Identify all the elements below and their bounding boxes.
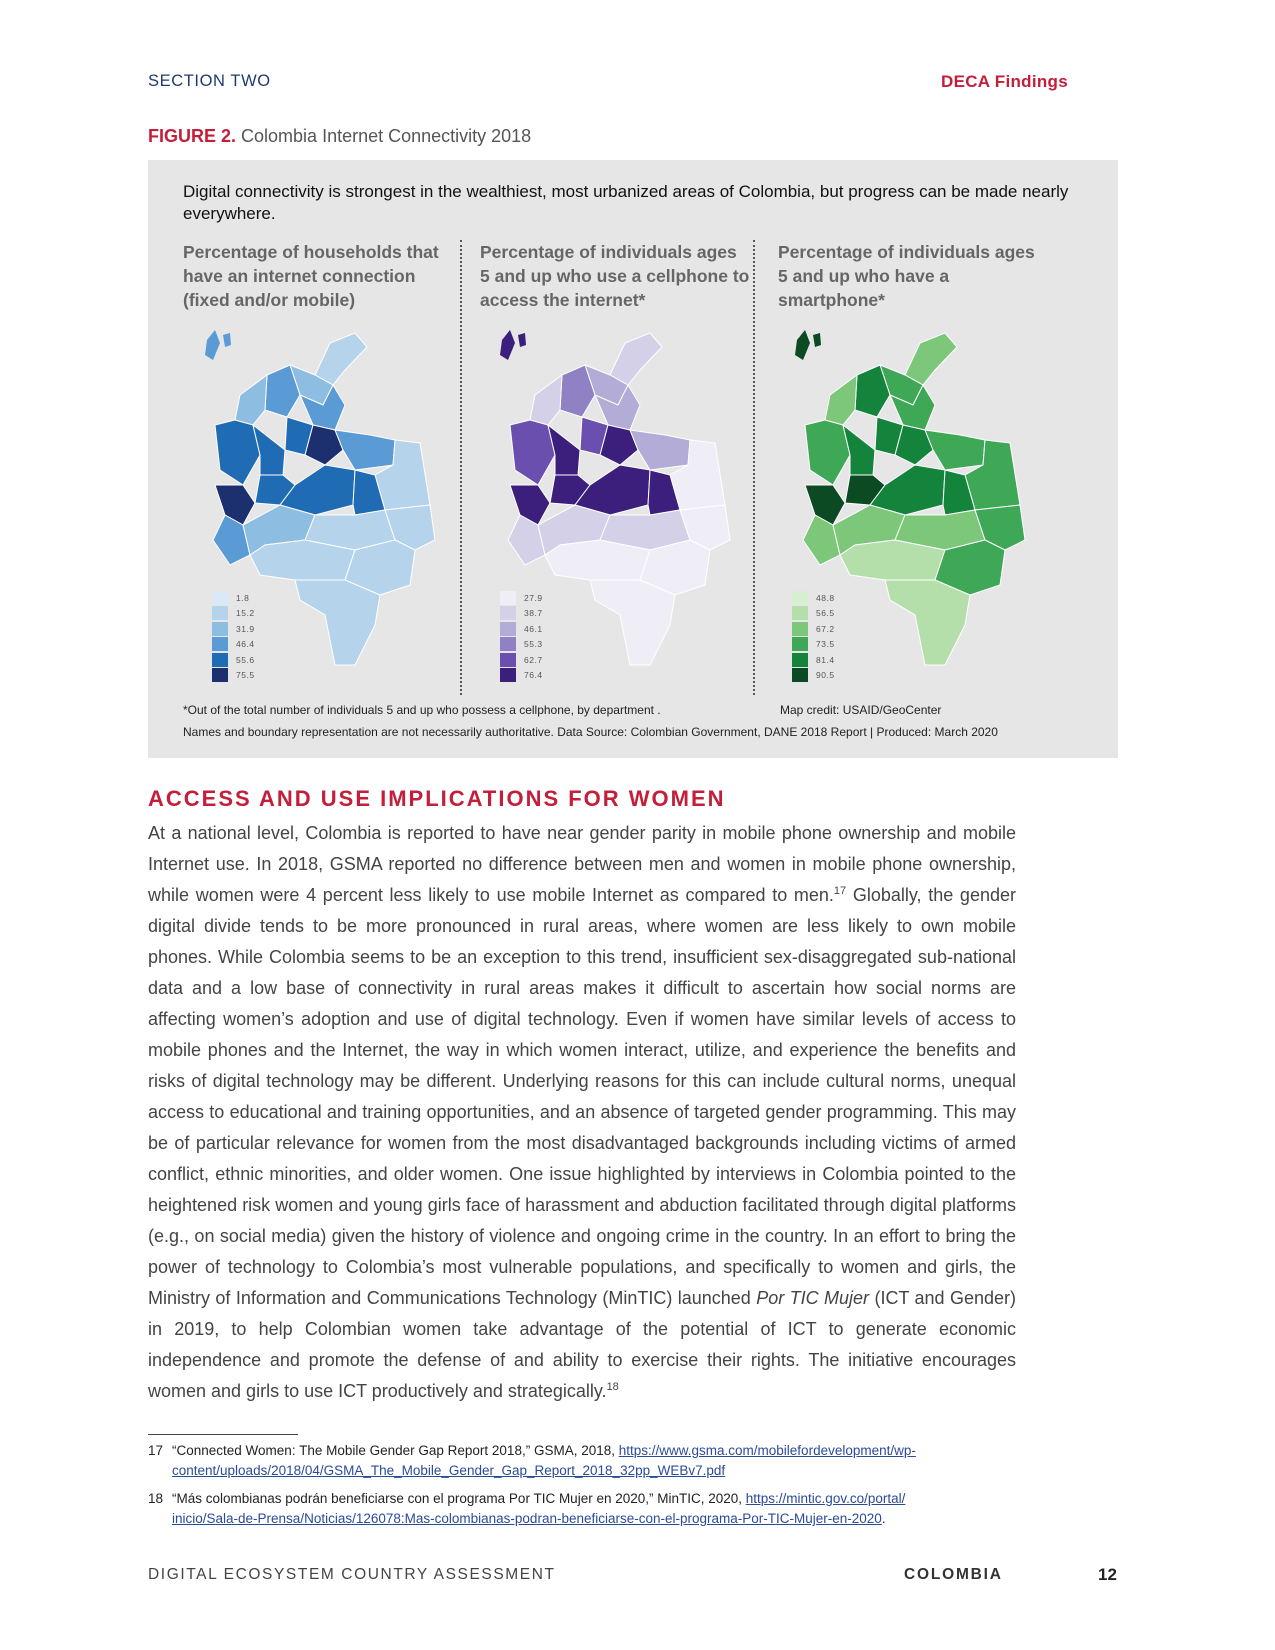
legend-value: 48.8: [816, 592, 835, 603]
legend-row: [212, 668, 255, 684]
footnote-text: “Más colombianas podrán beneficiarse con el programa Por TIC Mujer en 2020,” MinTIC, 2020,: [172, 1491, 746, 1506]
legend-row: [212, 621, 255, 637]
san-andres-island: [205, 330, 220, 360]
legend-row: [500, 606, 543, 622]
department-region: [610, 333, 662, 385]
legend-swatch: [500, 622, 516, 636]
legend-row: [212, 606, 255, 622]
department-region: [905, 333, 957, 385]
figure-label: FIGURE 2.: [148, 126, 237, 146]
legend-row: [792, 606, 835, 622]
map-legend-households: [212, 590, 255, 683]
footer-country: COLOMBIA: [904, 1566, 1003, 1583]
legend-value: 55.3: [524, 639, 543, 650]
body-text-part: At a national level, Colombia is reported to have near gender parity in mobile phone ownership and mobile Internet use. In 2018, GSMA reported no difference between men and women in mobile phone ownership, while women were 4 percent less likely to use mobile Internet as compared to men.: [148, 823, 1016, 905]
department-region: [590, 580, 675, 665]
department-region: [870, 465, 945, 515]
department-region: [825, 375, 857, 425]
figure-title: [148, 126, 531, 147]
legend-swatch: [212, 606, 228, 620]
legend-value: 46.4: [236, 639, 255, 650]
legend-value: 90.5: [816, 670, 835, 681]
legend-row: [792, 637, 835, 653]
legend-row: [792, 668, 835, 684]
legend-value: 73.5: [816, 639, 835, 650]
department-region: [335, 430, 395, 470]
san-andres-island: [500, 330, 515, 360]
legend-row: [500, 590, 543, 606]
legend-value: 55.6: [236, 654, 255, 665]
legend-value: 81.4: [816, 654, 835, 665]
chapter-label: DECA Findings: [941, 72, 1068, 91]
legend-swatch: [212, 637, 228, 651]
legend-value: 75.5: [236, 670, 255, 681]
legend-swatch: [500, 668, 516, 682]
footnote-link[interactable]: https://mintic.gov.co/portal/: [745, 1491, 906, 1506]
legend-swatch: [212, 622, 228, 636]
san-andres-island: [813, 333, 821, 347]
department-region: [630, 430, 690, 470]
body-text-part: Globally, the gender digital divide tends to be more pronounced in rural areas, where women are less likely to own mobile phones. While Colombia seems to be an exception to this trend, insufficient sex-disaggregated sub-national data and a low base of connectivity in rural areas makes it difficult to ascertain how social norms are affecting women’s adoption and use of digital technology. Even if women have similar levels of access to mobile phones and the Internet, the way in which women interact, utilize, and experience the benefits and risks of digital technology may be different. Underlying reasons for this can include cultural norms, unequal access to educational and training opportunities, and an absence of targeted gender programming. This may be of particular relevance for women from the most disadvantaged backgrounds including victims of armed conflict, ethnic minorities, and older women. One issue highlighted by interviews in Colombia pointed to the heightened risk women and young girls face of harassment and abduction facilitated through digital platforms (e.g., on social media) given the history of violence and ongoing crime in the country. In an effort to bring the power of technology to Colombia’s most vulnerable populations, and specifically to women and girls, the Ministry of Information and Communications Technology (MinTIC) launched: [148, 885, 1016, 1308]
footer-publication: DIGITAL ECOSYSTEM COUNTRY ASSESSMENT: [148, 1566, 556, 1583]
department-region: [215, 485, 255, 525]
footnote-link[interactable]: inicio/Sala-de-Prensa/Noticias/126078:Mas-colombianas-podran-beneficiarse-con-el-programa-Por-TIC-Mujer-en-2020: [172, 1511, 882, 1526]
figure-title-text: Colombia Internet Connectivity 2018: [241, 126, 532, 146]
legend-row: [792, 590, 835, 606]
footnote-number: 18: [148, 1491, 164, 1506]
department-region: [805, 420, 850, 485]
legend-row: [500, 652, 543, 668]
legend-swatch: [500, 653, 516, 667]
legend-value: 46.1: [524, 623, 543, 634]
footnote-text: “Connected Women: The Mobile Gender Gap Report 2018,” GSMA, 2018,: [172, 1443, 619, 1458]
map-legend-smartphone: [792, 590, 835, 683]
legend-row: [212, 637, 255, 653]
legend-row: [792, 621, 835, 637]
legend-swatch: [500, 606, 516, 620]
legend-row: [500, 668, 543, 684]
department-region: [235, 375, 267, 425]
legend-swatch: [792, 606, 808, 620]
footnote-end: .: [881, 1511, 886, 1526]
legend-value: 1.8: [236, 592, 250, 603]
legend-swatch: [212, 653, 228, 667]
legend-row: [792, 652, 835, 668]
legend-value: 56.5: [816, 608, 835, 619]
figure-intro: Digital connectivity is strongest in the wealthiest, most urbanized areas of Colombia, but progress can be made nearly everywhere.: [183, 182, 1069, 223]
department-region: [280, 465, 355, 515]
legend-swatch: [500, 591, 516, 605]
legend-row: [212, 590, 255, 606]
department-region: [805, 485, 845, 525]
legend-swatch: [212, 668, 228, 682]
department-region: [925, 430, 985, 470]
legend-swatch: [792, 622, 808, 636]
legend-value: 62.7: [524, 654, 543, 665]
legend-swatch: [792, 637, 808, 651]
legend-swatch: [500, 637, 516, 651]
legend-swatch: [792, 668, 808, 682]
legend-swatch: [792, 591, 808, 605]
body-text-part: (ICT and Gender) in 2019, to help Colombian women take advantage of the potential of ICT to generate economic independence and promote the defense of and ability to exercise their rights. The initiative encourages women and girls to use ICT productively and strategically.: [148, 1288, 1017, 1401]
department-region: [510, 420, 555, 485]
section-label: SECTION TWO: [148, 72, 271, 90]
department-region: [215, 420, 260, 485]
department-region: [295, 580, 380, 665]
footnote-17: [148, 1441, 1028, 1481]
legend-value: 15.2: [236, 608, 255, 619]
department-region: [530, 375, 562, 425]
section-heading: ACCESS AND USE IMPLICATIONS FOR WOMEN: [148, 786, 726, 811]
legend-row: [500, 621, 543, 637]
department-region: [510, 485, 550, 525]
map-heading-smartphone: Percentage of individuals ages 5 and up who have a smartphone*: [778, 242, 1035, 310]
map-heading-households: Percentage of households that have an internet connection (fixed and/or mobile): [183, 242, 439, 310]
body-paragraph: [148, 818, 1016, 1407]
map-credit: Map credit: USAID/GeoCenter: [780, 703, 942, 717]
san-andres-island: [518, 333, 526, 347]
san-andres-island: [223, 333, 231, 347]
legend-swatch: [792, 653, 808, 667]
program-name: Por TIC Mujer: [756, 1288, 870, 1308]
department-region: [575, 465, 650, 515]
column-divider: [460, 240, 462, 695]
map-heading-cellphone: Percentage of individuals ages 5 and up who use a cellphone to access the internet*: [480, 242, 750, 310]
footnote-link[interactable]: content/uploads/2018/04/GSMA_The_Mobile_Gender_Gap_Report_2018_32pp_WEBv7.pdf: [172, 1463, 726, 1478]
footnote-number: 17: [148, 1443, 164, 1458]
footnote-rule: [148, 1434, 298, 1435]
page-number: 12: [1098, 1565, 1117, 1584]
footnote-link[interactable]: https://www.gsma.com/mobilefordevelopment/wp-: [618, 1443, 916, 1458]
footnote-ref-17[interactable]: 17: [833, 885, 847, 897]
legend-value: 27.9: [524, 592, 543, 603]
footnote-18: [148, 1489, 1028, 1529]
footnote-ref-18[interactable]: 18: [606, 1381, 619, 1393]
san-andres-island: [795, 330, 810, 360]
legend-value: 38.7: [524, 608, 543, 619]
legend-value: 67.2: [816, 623, 835, 634]
figure-source: Names and boundary representation are not necessarily authoritative. Data Source: Colombian Government, DANE 2018 Report | Produced: March 2020: [183, 725, 998, 739]
department-region: [885, 580, 970, 665]
legend-value: 76.4: [524, 670, 543, 681]
legend-value: 31.9: [236, 623, 255, 634]
legend-swatch: [212, 591, 228, 605]
department-region: [315, 333, 367, 385]
map-legend-cellphone: [500, 590, 543, 683]
legend-row: [212, 652, 255, 668]
figure-note: *Out of the total number of individuals 5 and up who possess a cellphone, by department .: [183, 703, 661, 717]
legend-row: [500, 637, 543, 653]
